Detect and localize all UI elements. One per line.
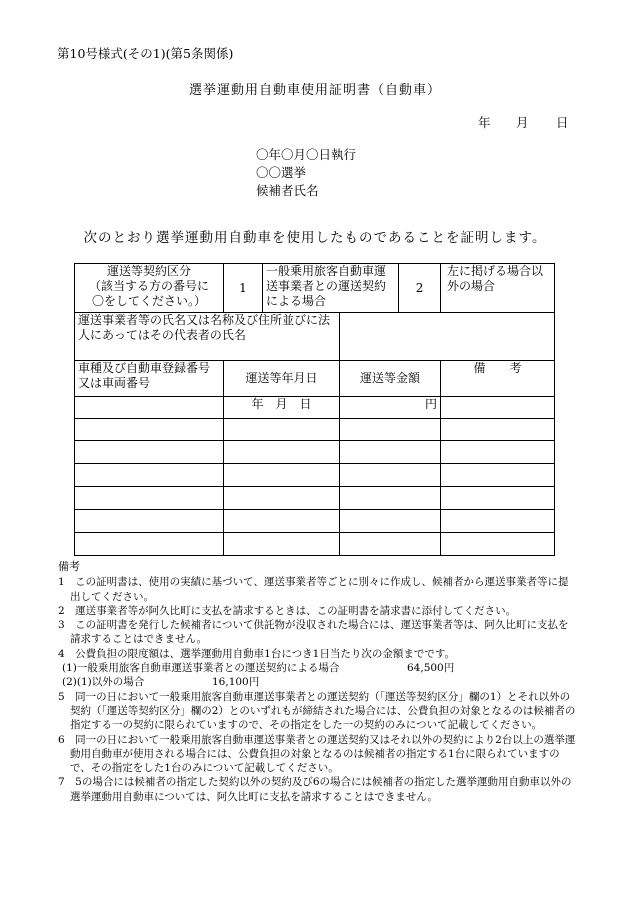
note-4-item-1-label: (1)一般乗用旅客自動車運送事業者との運送契約による場合 bbox=[62, 662, 340, 675]
vehicle-cell[interactable] bbox=[75, 464, 224, 487]
note-5: 5 同一の日において一般乗用旅客自動車運送事業者との運送契約（「運送等契約区分」欄の1）とそれ以外の契約（「運送等契約区分」欄の2）とのいずれもが締結された場合には、公費負担の対象となるのは候補者の指定する一の契約に限られていますので、その指定をした一の契約のみについて記載してください。 bbox=[58, 690, 576, 732]
date-month: 月 bbox=[516, 115, 529, 130]
note-7: 7 5の場合には候補者の指定した契約以外の契約及び6の場合には候補者の指定した選挙運動用自動車以外の選挙運動用自動車については、阿久比町に支払を請求することはできません。 bbox=[58, 776, 572, 803]
option-1-text: 一般乗用旅客自動車運送事業者との運送契約による場合 bbox=[263, 264, 399, 313]
date-cell[interactable] bbox=[224, 419, 340, 441]
notes-section bbox=[58, 560, 578, 804]
date-cell[interactable] bbox=[224, 487, 340, 510]
date-year: 年 bbox=[478, 115, 491, 130]
vehicle-cell[interactable] bbox=[75, 487, 224, 510]
vehicle-cell[interactable] bbox=[75, 533, 224, 556]
document-title: 選挙運動用自動車使用証明書（自動車） bbox=[188, 83, 441, 98]
remarks-cell[interactable] bbox=[441, 397, 555, 419]
table-row bbox=[75, 419, 555, 441]
operator-field[interactable] bbox=[340, 313, 555, 361]
note-4-item-1-value: 64,500円 bbox=[407, 662, 455, 675]
amount-cell[interactable] bbox=[340, 464, 441, 487]
notes-heading: 備考 bbox=[58, 560, 80, 573]
option-2-number[interactable]: 2 bbox=[399, 264, 441, 313]
election-name: 〇〇選挙 bbox=[256, 165, 307, 180]
vehicle-cell[interactable] bbox=[75, 441, 224, 464]
table-row bbox=[75, 487, 555, 510]
vehicle-cell[interactable] bbox=[75, 419, 224, 441]
operator-label: 運送事業者等の氏名又は名称及び住所並びに法人にあってはその代表者の氏名 bbox=[75, 313, 340, 361]
date-line bbox=[478, 113, 569, 131]
date-cell[interactable] bbox=[224, 441, 340, 464]
table-row bbox=[75, 464, 555, 487]
certificate-table bbox=[74, 263, 555, 556]
table-row bbox=[75, 397, 555, 419]
note-3: 3 この証明書を発行した候補者について供託物が没収された場合には、運送事業者等は、阿久比町に支払を請求することはできません。 bbox=[58, 619, 569, 646]
remarks-cell[interactable] bbox=[441, 419, 555, 441]
table-row bbox=[75, 510, 555, 533]
col-header-amount: 運送等金額 bbox=[340, 361, 441, 397]
note-4-item-1 bbox=[58, 661, 578, 675]
candidate-name-label: 候補者氏名 bbox=[256, 183, 319, 198]
amount-cell[interactable] bbox=[340, 510, 441, 533]
amount-cell[interactable]: 円 bbox=[340, 397, 441, 419]
vehicle-cell[interactable] bbox=[75, 510, 224, 533]
date-cell[interactable] bbox=[224, 464, 340, 487]
form-number: 第10号様式(その1)(第5条関係) bbox=[57, 46, 234, 61]
certification-statement: 次のとおり選挙運動用自動車を使用したものであることを証明します。 bbox=[83, 230, 547, 246]
amount-cell[interactable] bbox=[340, 419, 441, 441]
note-4: 4 公費負担の限度額は、選挙運動用自動車1台につき1日当たり次の金額までです。 bbox=[58, 647, 455, 660]
remarks-cell[interactable] bbox=[441, 510, 555, 533]
table-row bbox=[75, 533, 555, 556]
remarks-cell[interactable] bbox=[441, 533, 555, 556]
note-4-item-2-label: (2)(1)以外の場合 bbox=[62, 676, 145, 689]
remarks-cell[interactable] bbox=[441, 464, 555, 487]
date-cell[interactable] bbox=[224, 533, 340, 556]
note-4-item-2 bbox=[58, 675, 578, 689]
amount-cell[interactable] bbox=[340, 533, 441, 556]
note-6: 6 同一の日において一般乗用旅客自動車運送事業者との運送契約又はそれ以外の契約により2台以上の選挙運動用自動車が使用される場合には、公費負担の対象となるのは候補者の指定する1台に限られていますので、その指定をした1台のみについて記載してください。 bbox=[58, 733, 576, 775]
contract-type-label: 運送等契約区分 （該当する方の番号に 〇をしてください。） bbox=[75, 264, 224, 313]
note-1: 1 この証明書は、使用の実績に基づいて、運送事業者等ごとに別々に作成し、候補者から運送事業者等に提出してください。 bbox=[58, 576, 569, 603]
issuer-block bbox=[256, 146, 356, 200]
amount-cell[interactable] bbox=[340, 441, 441, 464]
col-header-remarks: 備 考 bbox=[441, 361, 555, 397]
remarks-cell[interactable] bbox=[441, 487, 555, 510]
date-cell[interactable] bbox=[224, 510, 340, 533]
note-2: 2 運送事業者等が阿久比町に支払を請求するときは、この証明書を請求書に添付してください。 bbox=[58, 604, 517, 617]
election-date: 〇年〇月〇日執行 bbox=[256, 147, 357, 162]
option-2-text: 左に掲げる場合以外の場合 bbox=[441, 264, 555, 313]
note-4-item-2-value: 16,100円 bbox=[212, 676, 260, 689]
col-header-date: 運送等年月日 bbox=[224, 361, 340, 397]
remarks-cell[interactable] bbox=[441, 441, 555, 464]
vehicle-cell[interactable] bbox=[75, 397, 224, 419]
col-header-vehicle: 車種及び自動車登録番号又は車両番号 bbox=[75, 361, 224, 397]
date-cell[interactable]: 年 月 日 bbox=[224, 397, 340, 419]
date-day: 日 bbox=[556, 115, 569, 130]
table-row bbox=[75, 441, 555, 464]
option-1-number[interactable]: 1 bbox=[224, 264, 263, 313]
amount-cell[interactable] bbox=[340, 487, 441, 510]
